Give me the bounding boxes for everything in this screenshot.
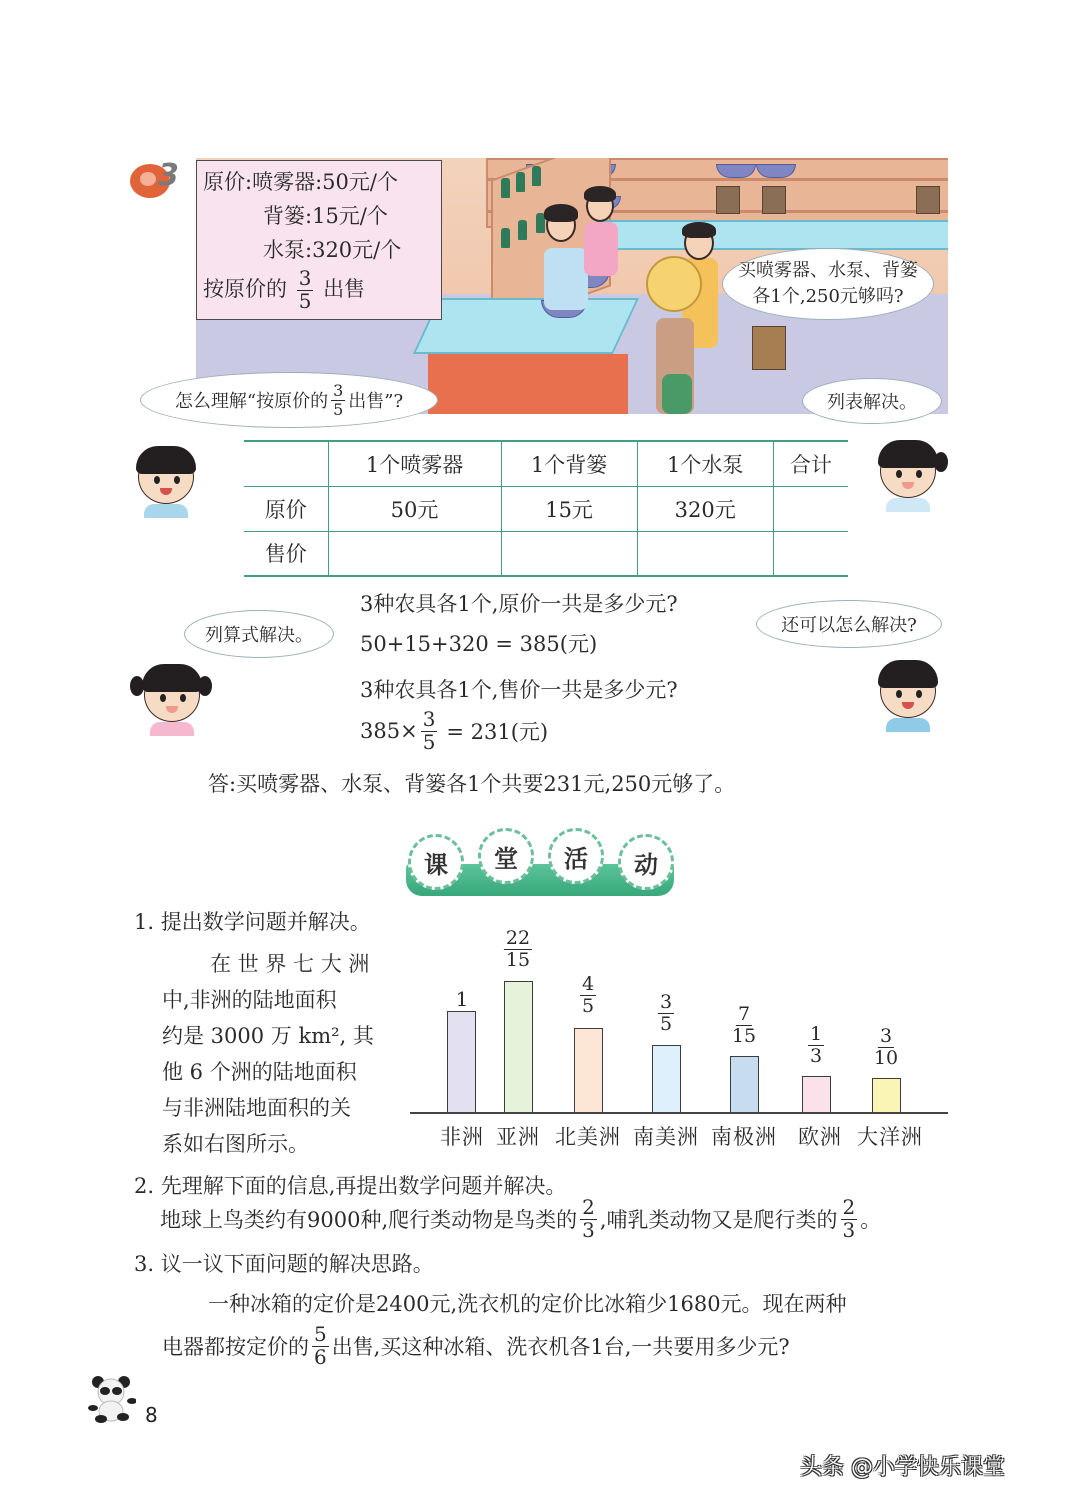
continent-area-bar-chart — [410, 925, 950, 1155]
value-label: $\frac{1}{3}$ — [809, 1023, 823, 1067]
category-label: 大洋洲 — [857, 1125, 923, 1149]
table-cell: 50元 — [328, 486, 501, 531]
activity-q2-body — [160, 1196, 881, 1242]
item-price: 15元/个 — [312, 204, 388, 228]
solution-question-2: 3种农具各1个,售价一共是多少元? — [360, 678, 678, 702]
table-header-row — [244, 441, 848, 486]
equation-part: = 231(元) — [446, 720, 549, 745]
solution-answer-2 — [360, 707, 549, 754]
sale-prefix: 按原价的 — [203, 276, 287, 301]
x-axis — [410, 1112, 948, 1114]
bar-africa — [447, 1011, 476, 1112]
bubble-line: 各1个,250元够吗? — [752, 286, 904, 307]
body-text: 出售,买这种冰箱、洗衣机各1台,一共要用多少元? — [331, 1335, 790, 1359]
bubble-line: 买喷雾器、水泵、背篓 — [738, 260, 918, 281]
boy-character-left — [130, 446, 200, 520]
fraction: $\frac{2}{3}$ — [582, 1194, 595, 1242]
table-row — [244, 531, 848, 576]
table-row — [244, 486, 848, 531]
table-cell — [328, 531, 501, 576]
body-text: ,哺乳类动物又是爬行类的 — [599, 1208, 838, 1232]
bubble-text: 怎么理解“按原价的 — [174, 391, 329, 412]
table-cell — [501, 531, 637, 576]
solution-answer-1: 50+15+320 = 385(元) — [360, 632, 598, 656]
bar-south-america — [652, 1045, 681, 1112]
value-label: $\frac{3}{5}$ — [659, 991, 673, 1035]
bar-europe — [802, 1076, 831, 1112]
category-label: 非洲 — [440, 1125, 484, 1149]
page-number: 8 — [145, 1403, 158, 1427]
bar-north-america — [574, 1028, 603, 1112]
activity-q3-line1: 一种冰箱的定价是2400元,洗衣机的定价比冰箱少1680元。现在两种 — [208, 1292, 847, 1316]
original-price-label: 原价: — [203, 170, 253, 194]
value-label: $\frac{22}{15}$ — [505, 927, 531, 971]
bubble-text: 列算式解决。 — [205, 625, 313, 646]
fraction: $\frac{3}{5}$ — [298, 266, 312, 313]
item-name: 背篓 — [263, 204, 305, 228]
table-cell: 15元 — [501, 486, 637, 531]
class-activity-banner — [406, 834, 674, 898]
body-line: 约是 3000 万 km², 其 — [162, 1024, 374, 1048]
body-line: 系如右图所示。 — [162, 1132, 309, 1156]
item-price: 320元/个 — [312, 238, 402, 262]
item-name: 水泵 — [263, 238, 305, 262]
activity-q1-body — [162, 946, 394, 1162]
activity-q3-title: 3. 议一议下面问题的解决思路。 — [134, 1252, 434, 1276]
table-method-bubble — [802, 378, 942, 424]
banner-char: 活 — [548, 828, 604, 884]
price-table — [244, 440, 848, 577]
category-label: 南美洲 — [633, 1125, 699, 1149]
body-text: 电器都按定价的 — [162, 1335, 309, 1359]
category-label: 北美洲 — [555, 1125, 621, 1149]
fraction: $\frac{5}{6}$ — [314, 1321, 327, 1369]
bar-antarctica — [730, 1056, 759, 1112]
panda-icon — [88, 1374, 136, 1424]
example-number: 3 — [158, 158, 179, 193]
category-label: 欧洲 — [798, 1125, 842, 1149]
value-label: $\frac{3}{10}$ — [873, 1025, 899, 1069]
price-info-box: 原价:喷雾器:50元/个 背篓:15元/个 水泵:320元/个 按原价的 $\frac{3}{5}$ 出售 — [196, 160, 442, 320]
bubble-text: 出售”? — [348, 391, 404, 412]
formula-method-bubble — [184, 610, 334, 658]
value-label: $\frac{4}{5}$ — [581, 973, 595, 1017]
row-label: 原价 — [244, 486, 328, 531]
item-price: 50元/个 — [322, 170, 398, 194]
bar-oceania — [872, 1078, 901, 1112]
girl-character-right — [872, 440, 942, 514]
bubble-text: 还可以怎么解决? — [781, 615, 917, 636]
understand-speech-bubble — [140, 372, 438, 428]
banner-char: 堂 — [478, 828, 534, 884]
category-label: 南极洲 — [711, 1125, 777, 1149]
row-label: 售价 — [244, 531, 328, 576]
activity-q2-title: 2. 先理解下面的信息,再提出数学问题并解决。 — [134, 1174, 567, 1198]
item-name: 喷雾器 — [252, 170, 316, 194]
body-line: 与非洲陆地面积的关 — [162, 1096, 351, 1120]
body-line: 中,非洲的陆地面积 — [162, 988, 337, 1012]
solution-question-1: 3种农具各1个,原价一共是多少元? — [360, 592, 678, 616]
activity-q1-title: 1. 提出数学问题并解决。 — [134, 910, 371, 934]
other-method-bubble — [756, 600, 942, 648]
fraction: $\frac{3}{5}$ — [333, 380, 344, 419]
sale-suffix: 出售 — [323, 276, 366, 301]
watermark: 头条 @小学快乐课堂 — [800, 1455, 1005, 1480]
table-cell — [773, 531, 848, 576]
girl-character-left — [136, 664, 206, 738]
table-cell — [637, 531, 773, 576]
fraction: $\frac{3}{5}$ — [422, 707, 436, 754]
table-header: 1个水泵 — [637, 441, 773, 486]
table-cell: 320元 — [637, 486, 773, 531]
bubble-text: 列表解决。 — [827, 392, 917, 413]
answer-statement: 答:买喷雾器、水泵、背篓各1个共要231元,250元够了。 — [208, 772, 736, 796]
bar-asia — [504, 981, 533, 1112]
body-line: 他 6 个洲的陆地面积 — [162, 1060, 357, 1084]
table-cell — [244, 441, 328, 486]
value-label: 1 — [455, 987, 469, 1011]
example-number-badge — [130, 160, 188, 200]
boy-character-right — [872, 660, 942, 734]
banner-char: 课 — [408, 834, 464, 890]
fraction: $\frac{2}{3}$ — [842, 1194, 856, 1242]
category-label: 亚洲 — [496, 1125, 540, 1149]
table-header: 合计 — [773, 441, 848, 486]
equation-part: 385× — [360, 719, 418, 744]
body-text: 地球上鸟类约有9000种,爬行类动物是鸟类的 — [160, 1208, 578, 1232]
table-cell — [773, 486, 848, 531]
value-label: $\frac{7}{15}$ — [731, 1003, 757, 1047]
body-text: 。 — [860, 1208, 882, 1232]
customer-speech-bubble — [722, 248, 934, 320]
body-line: 在 世 界 七 大 洲 — [210, 952, 370, 976]
activity-q3-line2 — [162, 1322, 790, 1370]
banner-char: 动 — [618, 834, 674, 890]
table-header: 1个背篓 — [501, 441, 637, 486]
table-header: 1个喷雾器 — [328, 441, 501, 486]
